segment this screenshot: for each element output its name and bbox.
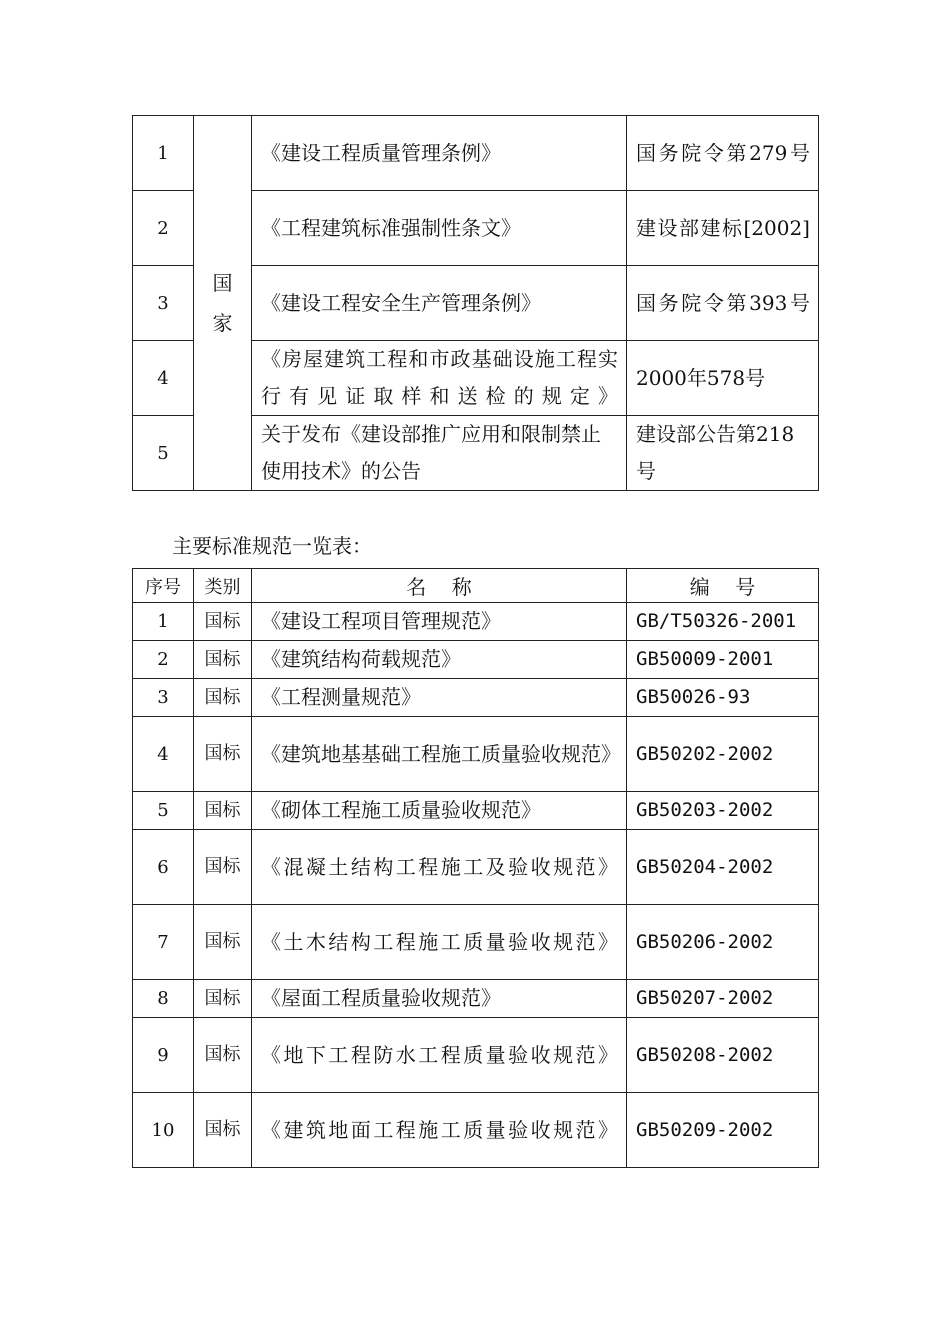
table-header-row (133, 569, 819, 603)
standard-name: 《土木结构工程施工质量验收规范》 (252, 905, 627, 980)
row-category: 国标 (194, 679, 252, 717)
standards-table (132, 568, 819, 1168)
table-row (133, 980, 819, 1018)
table-row (133, 641, 819, 679)
row-number: 2 (133, 641, 194, 679)
standard-name: 《建设工程项目管理规范》 (252, 603, 627, 641)
regulation-code: 2000年578号 (627, 341, 819, 416)
table-row (133, 116, 819, 191)
standard-code: GB50009-2001 (627, 641, 819, 679)
standard-name: 《工程测量规范》 (252, 679, 627, 717)
row-category: 国标 (194, 603, 252, 641)
standard-code: GB50202-2002 (627, 717, 819, 792)
row-category: 国标 (194, 905, 252, 980)
standard-name: 《屋面工程质量验收规范》 (252, 980, 627, 1018)
row-number: 8 (133, 980, 194, 1018)
header-code: 编 号 (627, 569, 819, 603)
header-category: 类别 (194, 569, 252, 603)
row-number: 2 (133, 191, 194, 266)
standard-code: GB50204-2002 (627, 830, 819, 905)
regulation-name: 《工程建筑标准强制性条文》 (252, 191, 627, 266)
row-number: 4 (133, 341, 194, 416)
regulation-code: 建设部建标[2002] (627, 191, 819, 266)
standard-code: GB/T50326-2001 (627, 603, 819, 641)
regulation-name: 《房屋建筑工程和市政基础设施工程实行有见证取样和送检的规定》 (252, 341, 627, 416)
table-row (133, 717, 819, 792)
standards-caption: 主要标准规范一览表： (172, 534, 372, 558)
standard-name: 《混凝土结构工程施工及验收规范》 (252, 830, 627, 905)
row-number: 10 (133, 1093, 194, 1168)
header-num: 序号 (133, 569, 194, 603)
regulation-code: 国务院令第279号 (627, 116, 819, 191)
laws-table (132, 115, 819, 491)
row-number: 1 (133, 603, 194, 641)
row-category: 国标 (194, 980, 252, 1018)
standard-code: GB50208-2002 (627, 1018, 819, 1093)
row-number: 5 (133, 792, 194, 830)
category-cell (194, 116, 252, 491)
row-category: 国标 (194, 717, 252, 792)
table-row (133, 679, 819, 717)
standard-name: 《砌体工程施工质量验收规范》 (252, 792, 627, 830)
row-category: 国标 (194, 1093, 252, 1168)
table-row (133, 830, 819, 905)
table-row (133, 905, 819, 980)
category-label: 国家 (212, 271, 233, 335)
standard-name: 《地下工程防水工程质量验收规范》 (252, 1018, 627, 1093)
row-category: 国标 (194, 830, 252, 905)
standard-name: 《建筑结构荷载规范》 (252, 641, 627, 679)
regulation-code: 建设部公告第218号 (627, 416, 819, 491)
row-number: 9 (133, 1018, 194, 1093)
row-number: 6 (133, 830, 194, 905)
row-category: 国标 (194, 641, 252, 679)
standard-code: GB50206-2002 (627, 905, 819, 980)
standard-code: GB50203-2002 (627, 792, 819, 830)
standard-code: GB50209-2002 (627, 1093, 819, 1168)
row-number: 3 (133, 266, 194, 341)
standard-code: GB50026-93 (627, 679, 819, 717)
table-row (133, 1018, 819, 1093)
row-category: 国标 (194, 792, 252, 830)
standard-code: GB50207-2002 (627, 980, 819, 1018)
row-number: 7 (133, 905, 194, 980)
row-category: 国标 (194, 1018, 252, 1093)
standard-name: 《建筑地基基础工程施工质量验收规范》 (252, 717, 627, 792)
table-row (133, 792, 819, 830)
row-number: 1 (133, 116, 194, 191)
header-name: 名 称 (252, 569, 627, 603)
row-number: 4 (133, 717, 194, 792)
table-row (133, 603, 819, 641)
regulation-name: 《建设工程安全生产管理条例》 (252, 266, 627, 341)
row-number: 3 (133, 679, 194, 717)
regulation-code: 国务院令第393号 (627, 266, 819, 341)
regulation-name: 《建设工程质量管理条例》 (252, 116, 627, 191)
row-number: 5 (133, 416, 194, 491)
regulation-name: 关于发布《建设部推广应用和限制禁止使用技术》的公告 (252, 416, 627, 491)
table-row (133, 1093, 819, 1168)
standard-name: 《建筑地面工程施工质量验收规范》 (252, 1093, 627, 1168)
